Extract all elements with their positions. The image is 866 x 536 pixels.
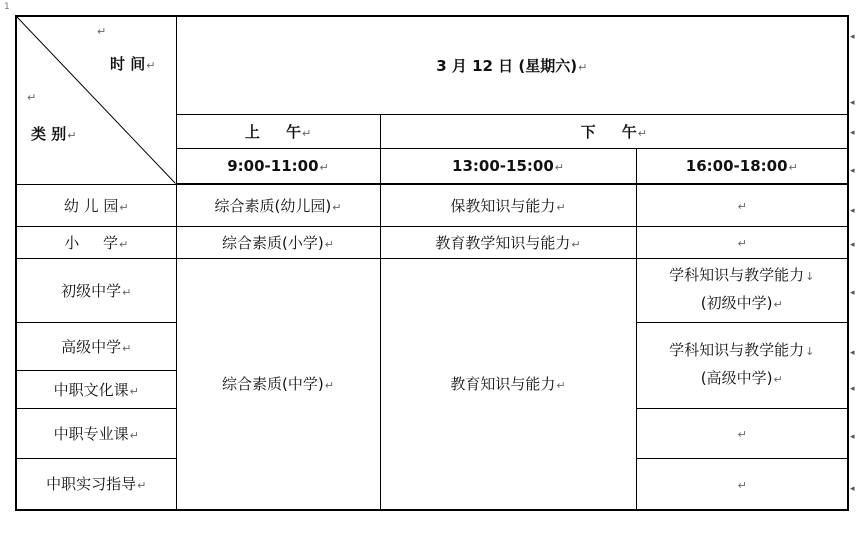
row-end-marks: ◂ ◂ ◂ ◂ ◂ ◂ ◂ ◂ ◂ ◂ ◂ [850,32,855,494]
secondary-slot-1 [176,258,380,510]
diagonal-line [17,17,176,184]
paragraph-mark: ↵ [97,25,107,38]
secondary-slot-2 [380,258,636,510]
paragraph-mark: ↵ [301,126,312,140]
paragraph-mark: ↵ [578,60,588,74]
paragraph-mark: ↵ [27,91,37,104]
paragraph-mark: ↵ [119,200,129,214]
morning-label: 上 午 [244,122,301,141]
category-text: 小 学 [64,233,119,252]
paragraph-mark: ↵ [332,200,342,214]
category-text: 初级中学 [61,281,122,300]
senior-slot-3: 学科知识与教学能力↓ (高级中学)↵ [636,322,848,408]
primary-slot-2 [380,226,636,258]
paragraph-mark: ↵ [571,237,581,251]
subject-text: 教育知识与能力 [450,375,556,394]
category-text: 中职实习指导 [46,475,137,494]
paragraph-mark: ↵ [737,428,747,441]
subject-text: (高级中学) [700,369,773,387]
time-slot-2: 13:00-15:00 [452,156,554,175]
time-slot-3-cell [636,148,848,184]
paragraph-mark: ↵ [556,200,566,214]
subject-text: 保教知识与能力 [450,196,556,215]
time-slot-2-cell [380,148,636,184]
time-label: 时 间 [110,55,146,73]
paragraph-mark: ↵ [129,428,139,442]
category-senior [16,322,176,370]
subject-text: 综合素质(幼儿园) [214,196,332,215]
paragraph-mark: ↵ [122,341,132,355]
category-primary [16,226,176,258]
paragraph-mark: ↵ [737,200,747,214]
paragraph-mark: ↵ [556,379,566,393]
paragraph-mark: ↵ [324,237,334,251]
subject-text: 综合素质(小学) [222,233,324,252]
category-text: 高级中学 [61,337,122,356]
paragraph-mark: ↵ [788,160,798,174]
paragraph-mark: ↵ [737,237,747,250]
category-text: 幼 儿 园 [63,196,119,215]
kindergarten-slot-2 [380,184,636,226]
kindergarten-slot-1 [176,184,380,226]
paragraph-mark: ↵ [773,298,783,311]
exam-date: 3 月 12 日 (星期六) [436,56,578,75]
vocational-major-slot-3 [636,408,848,458]
category-text: 中职专业课 [53,424,129,443]
category-text: 中职文化课 [53,380,129,399]
category-kindergarten [16,184,176,226]
subject-text: (初级中学) [700,294,773,312]
paragraph-mark: ↵ [146,59,156,72]
afternoon-label: 下 午 [580,122,637,141]
paragraph-mark: ↵ [554,160,564,174]
morning-header [176,114,380,148]
category-vocational-culture [16,370,176,408]
subject-text: 学科知识与教学能力 [669,341,805,359]
category-vocational-major [16,408,176,458]
subject-text: 综合素质(中学) [222,375,324,394]
page-corner-mark: 1 [4,2,10,12]
vocational-practice-slot-3 [636,458,848,510]
paragraph-mark: ↵ [737,478,747,492]
primary-slot-3 [636,226,848,258]
category-vocational-practice [16,458,176,510]
primary-slot-1 [176,226,380,258]
exam-schedule-table [15,15,849,511]
paragraph-mark: ↵ [129,384,139,398]
paragraph-mark: ↵ [319,160,329,174]
subject-text: 教育教学知识与能力 [435,233,571,252]
junior-slot-3: 学科知识与教学能力↓ (初级中学)↵ [636,258,848,322]
paragraph-mark: ↵ [773,373,783,386]
paragraph-mark: ↵ [119,237,129,251]
category-label: 类 别 [31,125,67,143]
category-junior [16,258,176,322]
time-slot-1-cell [176,148,380,184]
time-slot-3: 16:00-18:00 [685,156,788,175]
diagonal-header-cell [16,16,176,184]
kindergarten-slot-3 [636,184,848,226]
time-slot-1: 9:00-11:00 [227,156,319,175]
paragraph-mark: ↵ [122,285,132,299]
exam-date-cell [176,16,848,114]
paragraph-mark: ↵ [637,126,647,140]
paragraph-mark: ↵ [324,379,334,393]
paragraph-mark: ↵ [67,129,77,142]
afternoon-header [380,114,848,148]
subject-text: 学科知识与教学能力 [669,266,805,284]
time-header-label [110,53,155,74]
paragraph-mark: ↵ [137,479,147,493]
category-header-label [31,123,76,144]
